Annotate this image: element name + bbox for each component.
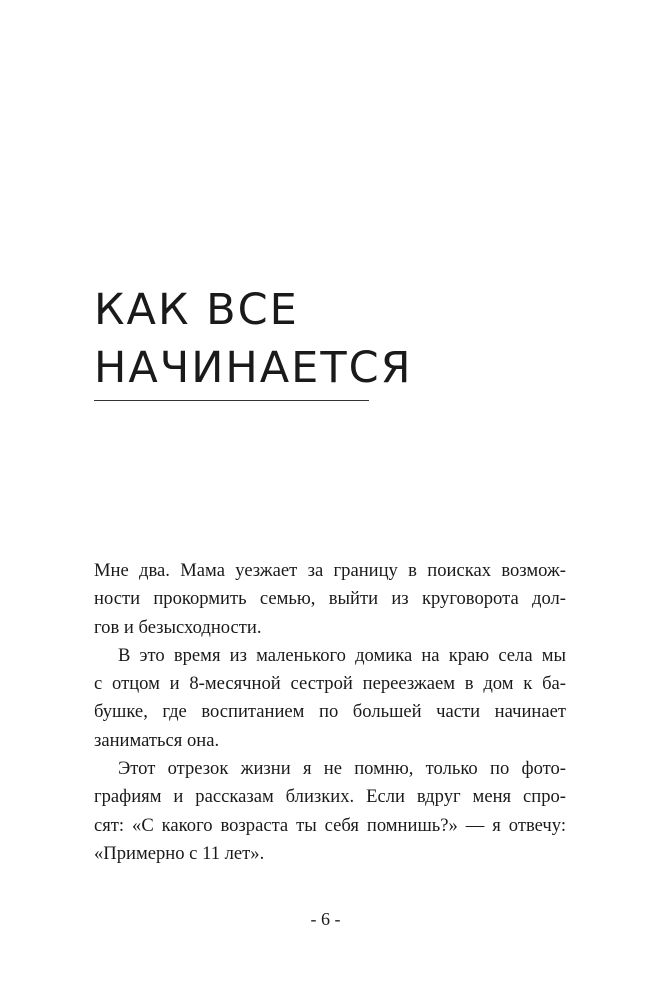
page-number: - 6 - — [310, 909, 341, 929]
text-line: графиям и рассказам близких. Если вдруг меня спро- — [94, 786, 566, 808]
text-line: ности прокормить семью, выйти из круговорота дол- — [94, 588, 566, 610]
chapter-title-line-2: НАЧИНАЕТСЯ — [94, 343, 413, 393]
body-text — [94, 557, 566, 868]
chapter-title-line-1: КАК ВСЕ — [94, 285, 299, 335]
chapter-title — [94, 281, 514, 397]
text-line: заниматься она. — [94, 729, 220, 751]
title-underline-rule — [94, 400, 369, 401]
paragraph-2 — [94, 642, 566, 755]
text-line: «Примерно с 11 лет». — [94, 842, 265, 864]
text-line: сят: «С какого возраста ты себя помнишь?» — я отвечу: — [94, 814, 566, 836]
text-line: Мне два. Мама уезжает за границу в поисках возмож- — [94, 560, 566, 581]
text-line: гов и безысходности. — [94, 616, 262, 638]
paragraph-3 — [94, 755, 566, 868]
text-line: с отцом и 8-месячной сестрой переезжаем в дом к ба- — [94, 673, 566, 695]
paragraph-1 — [94, 557, 566, 642]
text-line: бушке, где воспитанием по большей части начинает — [94, 701, 566, 723]
text-line: В это время из маленького домика на краю села мы — [118, 644, 566, 666]
text-line: Этот отрезок жизни я не помню, только по фото- — [118, 758, 566, 780]
